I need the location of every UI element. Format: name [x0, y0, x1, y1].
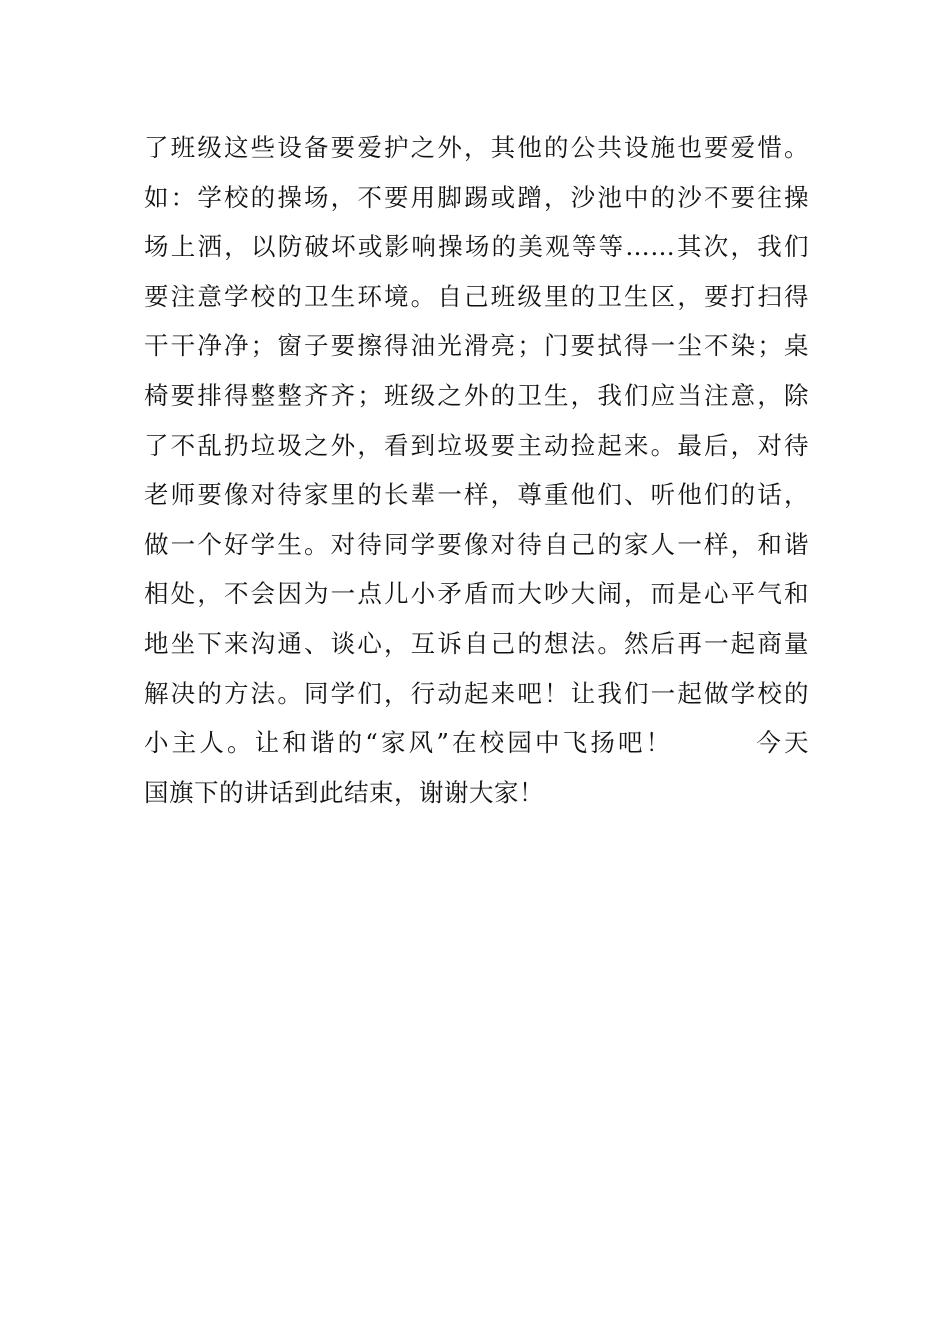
text-line: 地坐下来沟通、谈心，互诉自己的想法。然后再一起商量 [144, 628, 809, 658]
text-line: 如：学校的操场，不要用脚踢或蹭，沙池中的沙不要往操 [144, 182, 809, 212]
text-line: 了不乱扔垃圾之外，看到垃圾要主动捡起来。最后，对待 [144, 430, 809, 460]
text-line: 椅要排得整整齐齐；班级之外的卫生，我们应当注意，除 [144, 380, 809, 410]
text-line: 小主人。让和谐的“家风”在校园中飞扬吧！ 今天 [144, 728, 809, 758]
text-line-final: 国旗下的讲话到此结束，谢谢大家！ [144, 777, 544, 807]
text-line: 解决的方法。同学们，行动起来吧！让我们一起做学校的 [144, 678, 809, 708]
text-line: 了班级这些设备要爱护之外，其他的公共设施也要爱惜。 [144, 133, 809, 162]
speech-body-text [144, 123, 809, 817]
text-line: 做一个好学生。对待同学要像对待自己的家人一样，和谐 [144, 529, 809, 559]
text-line: 相处，不会因为一点儿小矛盾而大吵大闹，而是心平气和 [144, 579, 809, 609]
text-line: 场上洒，以防破坏或影响操场的美观等等……其次，我们 [144, 232, 809, 262]
text-line: 要注意学校的卫生环境。自己班级里的卫生区，要打扫得 [144, 281, 809, 311]
text-line: 干干净净；窗子要擦得油光滑亮；门要拭得一尘不染；桌 [144, 331, 809, 361]
text-line: 老师要像对待家里的长辈一样，尊重他们、听他们的话， [144, 480, 809, 510]
